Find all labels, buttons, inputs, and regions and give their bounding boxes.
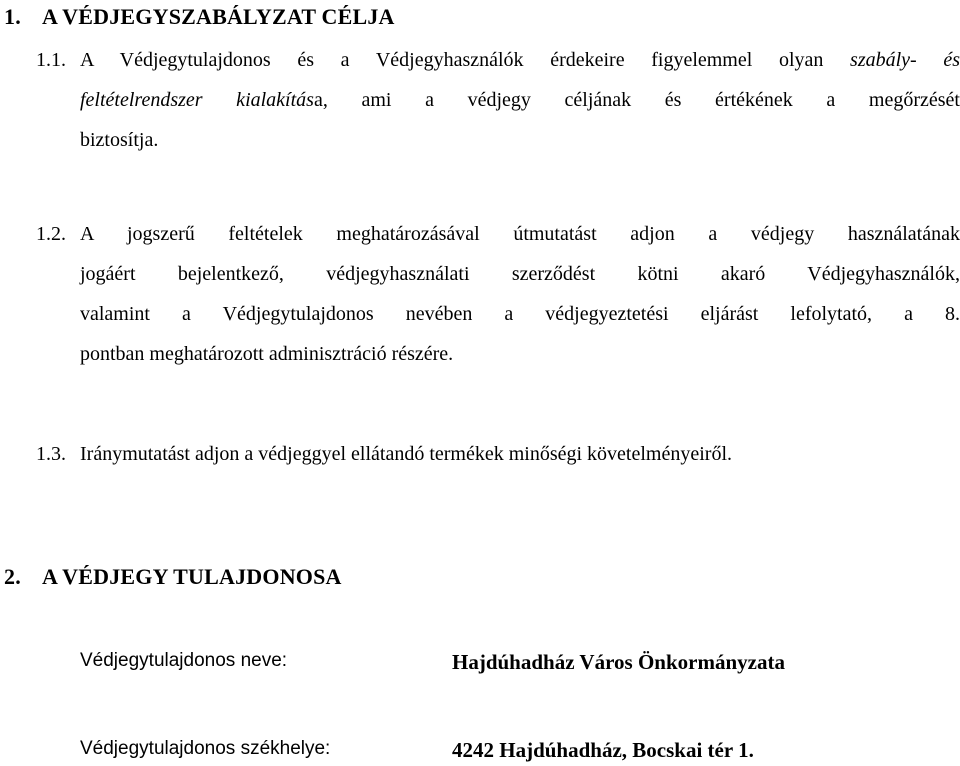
section-2-title: A VÉDJEGY TULAJDONOSA (42, 564, 342, 589)
paragraph-1-2-line-3: valamint a Védjegytulajdonos nevében a védjegyeztetési eljárást lefolytató, a 8. (80, 303, 960, 325)
paragraph-1-1-line-2 (80, 80, 960, 120)
paragraph-1-2-line-1: A jogszerű feltételek meghatározásával útmutatást adjon a védjegy használatának (80, 223, 960, 245)
paragraph-1-1-line-1-text: A Védjegytulajdonos és a Védjegyhasználók érdekeire figyelemmel olyan (80, 49, 851, 71)
paragraph-1-3-number: 1.3. (36, 443, 66, 465)
paragraph-1-3 (36, 434, 960, 474)
owner-seat-label: Védjegytulajdonos székhelye: (80, 738, 331, 759)
paragraph-1-1 (36, 40, 960, 160)
section-1-number: 1. (4, 4, 21, 29)
paragraph-1-2-line-4: pontban meghatározott adminisztráció részére. (80, 343, 454, 365)
section-2-number: 2. (4, 564, 21, 589)
paragraph-1-1-line-1 (80, 40, 960, 80)
paragraph-1-2 (36, 214, 960, 374)
section-1-heading (4, 4, 395, 30)
paragraph-1-1-number: 1.1. (36, 49, 66, 71)
paragraph-1-3-line-1: Iránymutatást adjon a védjeggyel ellátandó termékek minőségi követelményeiről. (80, 443, 733, 465)
paragraph-1-2-line-2: jogáért bejelentkező, védjegyhasználati szerződést kötni akaró Védjegyhasználók, (80, 263, 960, 285)
owner-seat-value: 4242 Hajdúhadház, Bocskai tér 1. (452, 738, 754, 762)
paragraph-1-1-line-3: biztosítja. (80, 129, 159, 151)
section-2-heading (4, 564, 342, 590)
owner-name-label: Védjegytulajdonos neve: (80, 650, 288, 671)
owner-name-value: Hajdúhadház Város Önkormányzata (452, 650, 785, 674)
paragraph-1-1-line-2-italic: feltételrendszer kialakítás (80, 89, 314, 111)
paragraph-1-1-line-1-italic: szabály- és (850, 49, 960, 71)
section-1-title: A VÉDJEGYSZABÁLYZAT CÉLJA (42, 4, 395, 29)
paragraph-1-2-number: 1.2. (36, 223, 66, 245)
paragraph-1-1-line-2-text: a, ami a védjegy céljának és értékének a megőrzését (313, 89, 960, 111)
